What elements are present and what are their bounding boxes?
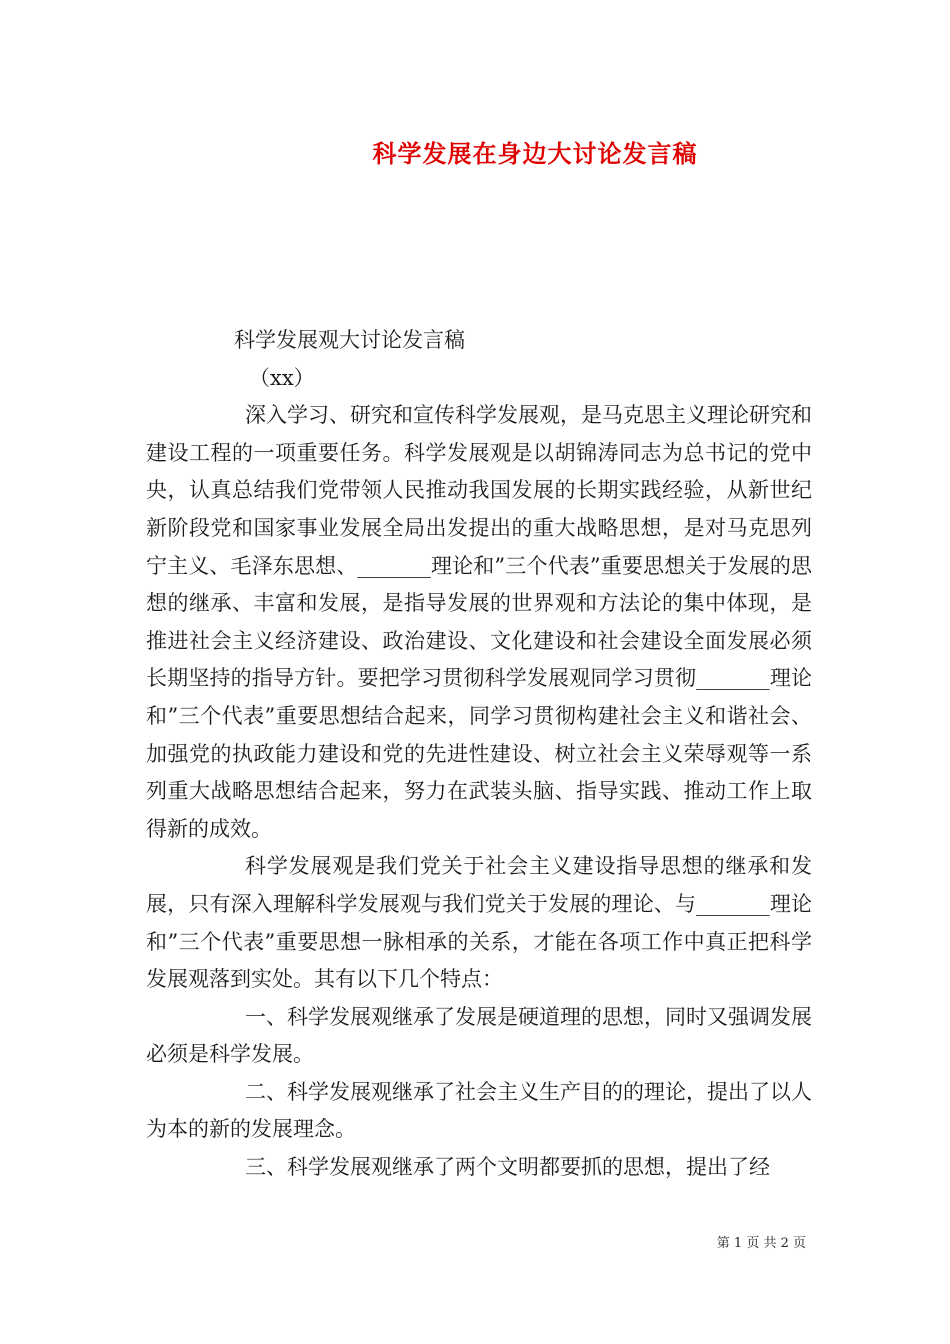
paragraph: 一、科学发展观继承了发展是硬道理的思想，同时又强调发展必须是科学发展。: [146, 1004, 812, 1067]
paragraph: 深入学习、研究和宣传科学发展观，是马克思主义理论研究和建设工程的一项重要任务。科学发展观是以胡锦涛同志为总书记的党中央，认真总结我们党带领人民推动我国发展的长期实践经验，从新世纪新阶段党和国家事业发展全局出发提出的重大战略思想，是对马克思列宁主义、毛泽东思想、_______理论和”三个代表”重要思想关于发展的思想的继承、丰富和发展，是指导发展的世界观和方法论的集中体现，是推进社会主义经济建设、政治建设、文化建设和社会建设全面发展必须长期坚持的指导方针。要把学习贯彻科学发展观同学习贯彻_______理论和”三个代表”重要思想结合起来，同学习贯彻构建社会主义和谐社会、加强党的执政能力建设和党的先进性建设、树立社会主义荣辱观等一系列重大战略思想结合起来，努力在武装头脑、指导实践、推动工作上取得新的成效。: [146, 403, 812, 841]
paragraph: 三、科学发展观继承了两个文明都要抓的思想，提出了经: [245, 1155, 770, 1180]
paragraph: 科学发展观是我们党关于社会主义建设指导思想的继承和发展，只有深入理解科学发展观与我们党关于发展的理论、与_______理论和”三个代表”重要思想一脉相承的关系，才能在各项工作中真正把科学发展观落到实处。其有以下几个特点：: [146, 854, 812, 992]
document-body: [146, 322, 812, 1187]
document-subtitle: 科学发展观大讨论发言稿: [234, 328, 465, 352]
page-number: 第 1 页 共 2 页: [716, 1236, 806, 1251]
document-author: （xx）: [249, 365, 315, 390]
paragraph: 二、科学发展观继承了社会主义生产目的的理论，提出了以人为本的新的发展理念。: [146, 1079, 812, 1142]
document-title: 科学发展在身边大讨论发言稿: [372, 139, 698, 168]
